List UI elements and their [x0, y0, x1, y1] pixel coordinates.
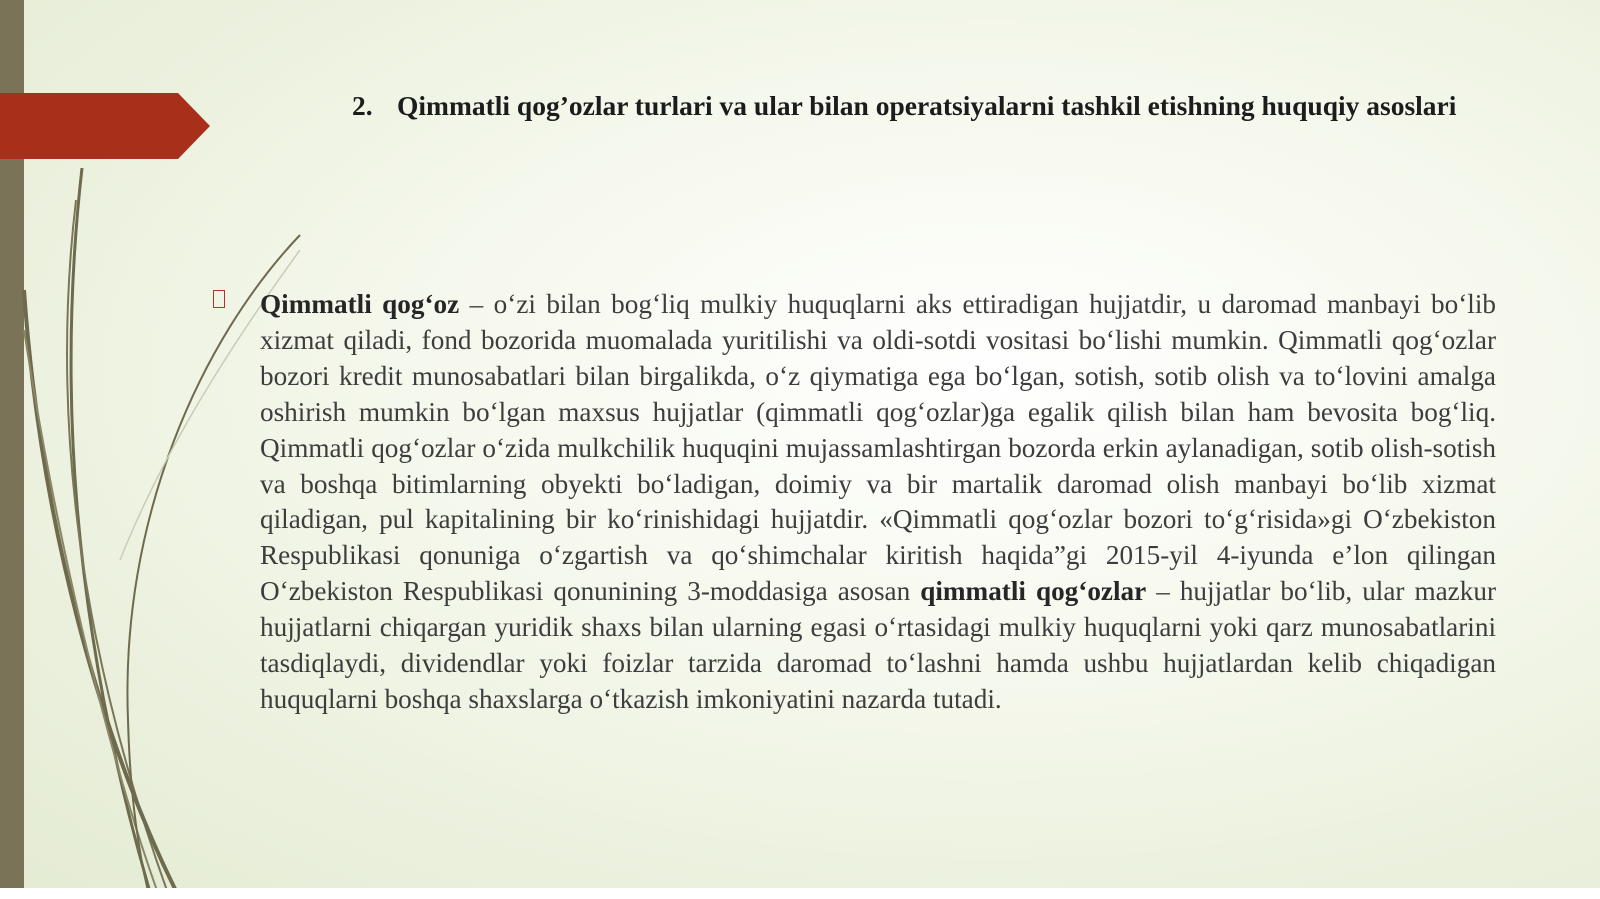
- deco-curve-1: [71, 168, 152, 899]
- bottom-strip: [0, 888, 1600, 899]
- deco-curve-3: [24, 290, 180, 899]
- body-paragraph: [260, 287, 1496, 718]
- red-arrow-banner: [0, 93, 210, 159]
- term-qimmatli-qogozlar: qimmatli qog‘ozlar: [920, 576, 1147, 607]
- title-number: 2.: [352, 90, 373, 121]
- square-bullet-icon: [213, 290, 225, 308]
- paragraph-part-2: – hujjatlar bo‘lib, ular mazkur hujjatlarni chiqargan yuridik shaxs bilan ularning egasi o‘rtasidagi mulkiy huquqlarni yoki qarz munosabatlarini tasdiqlaydi, dividendlar yoki foizlar tarzida daromad to‘lashni hamda ushbu hujjatlardan kelib chiqadigan huquqlarni boshqa shaxslarga o‘tkazish imkoniyatini nazarda tutadi.: [260, 576, 1496, 714]
- term-qimmatli-qogoz: Qimmatli qog‘oz: [260, 289, 460, 319]
- paragraph-part-1: – o‘zi bilan bog‘liq mulkiy huquqlarni aks ettiradigan hujjatdir, u daromad manbayi bo‘lib xizmat qiladi, fond bozorida muomalada yuritilishi va oldi-sotdi vositasi bo‘lishi mumkin. Qimmatli qog‘ozlar bozori kredit munosabatlari bilan birgalikda, o‘z qiymatiga ega bo‘lgan, sotish, sotib olish va to‘lovini amalga oshirish mumkin bo‘lgan maxsus hujjatlar (qimmatli qog‘ozlar)ga egalik qilish bilan ham bevosita bog‘liq. Qimmatli qog‘ozlar o‘zida mulkchilik huquqini mujassamlashtirgan bozorda erkin aylanadigan, sotib olish-sotish va boshqa bitimlarning obyekti bo‘ladigan, doimiy va bir martalik daromad olish manbayi bo‘lib xizmat qiladigan, pul kapitalining bir ko‘rinishidagi hujjatdir. «Qimmatli qog‘ozlar bozori to‘g‘risida»gi O‘zbekiston Respublikasi qonuniga o‘zgartish va qo‘shimchalar kiritish haqida”gi 2015-yil 4-iyunda e’lon qilingan O‘zbekiston Respublikasi qonunining 3-moddasiga asosan: [260, 289, 1497, 607]
- title-text: Qimmatli qog’ozlar turlari va ular bilan operatsiyalarni tashkil etishning huquqiy asoslari: [397, 90, 1457, 121]
- slide-title: [352, 88, 1492, 124]
